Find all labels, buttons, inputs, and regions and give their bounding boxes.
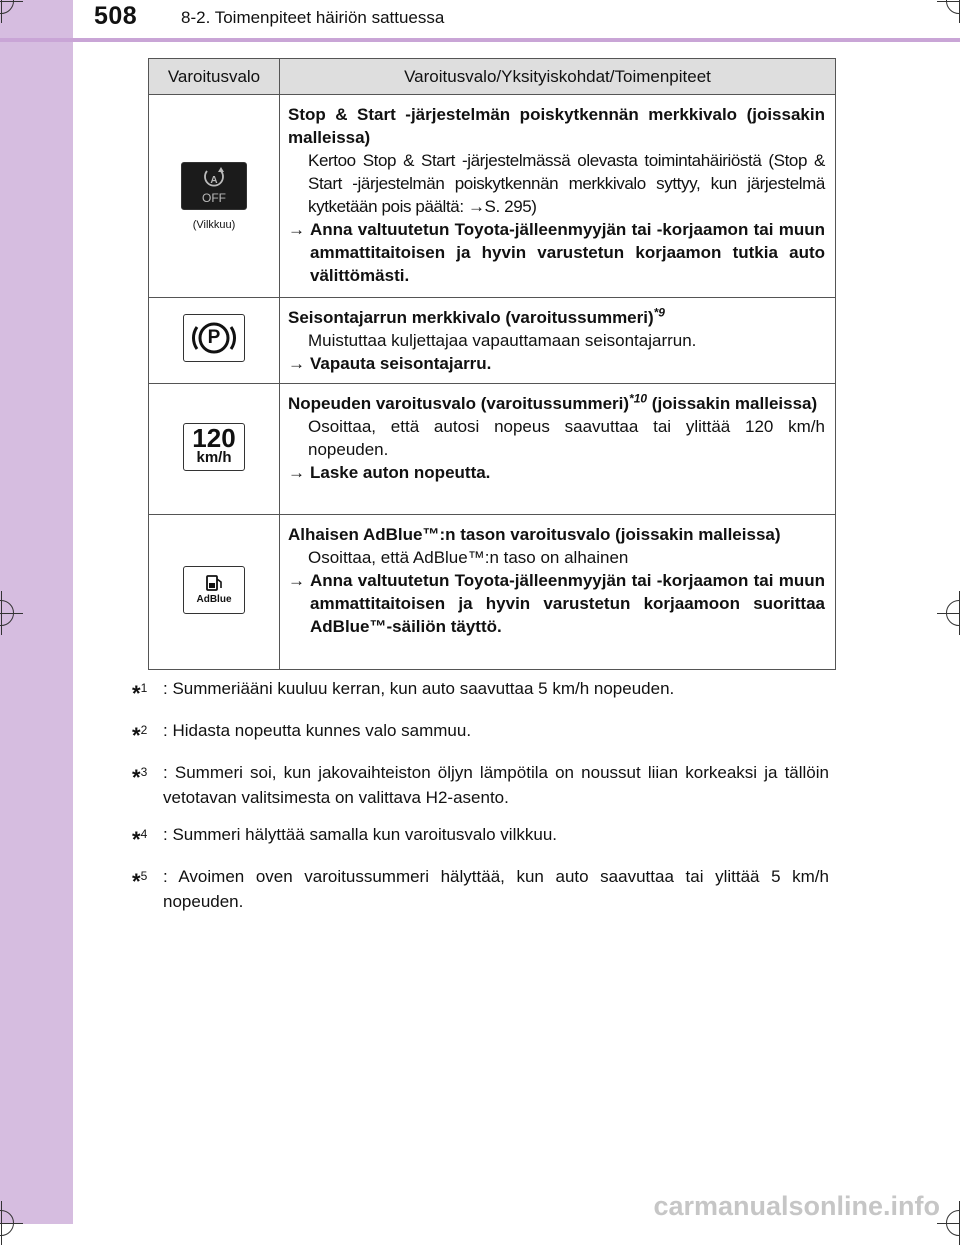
action-text: Anna valtuutetun Toyota-jälleenmyyjän tai -korjaamon tai muun ammattitaitoisen ja hyvin varustetun korjaamon tutkia auto välittömästi. xyxy=(310,220,825,285)
table-row xyxy=(149,515,836,670)
warning-title: Stop & Start -järjestelmän poiskytkennän merkkivalo (joissakin malleissa) xyxy=(288,105,825,147)
warning-description: Kertoo Stop & Start -järjestelmässä olevasta toimintahäiriöstä (Stop & Start -järjestelmän poiskytkennän merkkivalo syttyy, kun järjestelmä kytketään pois päältä: →S. 295) xyxy=(308,151,825,216)
arrow-icon: → xyxy=(288,571,305,590)
footnote-number: 1 xyxy=(140,681,148,695)
footnote-number: 2 xyxy=(140,723,148,737)
icon-caption: (Vilkkuu) xyxy=(192,218,236,231)
table-row xyxy=(149,384,836,515)
footnote-marker xyxy=(132,760,163,810)
warning-description: Muistuttaa kuljettajaa vapauttamaan seisontajarrun. xyxy=(308,331,697,350)
footnote-text: : Hidasta nopeutta kunnes valo sammuu. xyxy=(163,721,472,740)
warning-description: Osoittaa, että autosi nopeus saavuttaa tai ylittää 120 km/h nopeuden. xyxy=(308,417,825,459)
asterisk: * xyxy=(132,827,141,852)
svg-text:A: A xyxy=(210,174,218,186)
asterisk: * xyxy=(132,681,141,706)
warning-title xyxy=(288,392,825,415)
table-row xyxy=(149,95,836,298)
footnote-marker xyxy=(132,822,163,852)
crop-mark-icon xyxy=(946,1210,960,1236)
title-text: Seisontajarrun merkkivalo (varoitussummeri) xyxy=(288,308,654,327)
icon-cell xyxy=(149,298,280,384)
parking-brake-icon xyxy=(183,314,245,362)
footnote-item xyxy=(132,676,829,706)
header-rule xyxy=(0,38,960,42)
footnote-marker xyxy=(132,718,163,748)
footnote-text: : Avoimen oven varoitussummeri hälyttää, kun auto saavuttaa tai ylittää 5 km/h nopeuden. xyxy=(163,867,829,911)
watermark: carmanualsonline.info xyxy=(653,1191,940,1221)
footnote-ref: *10 xyxy=(629,391,648,406)
footnote-number: 4 xyxy=(140,827,148,841)
footnote-ref: *9 xyxy=(653,305,665,320)
title-text: Nopeuden varoitusvalo (varoitussummeri) xyxy=(288,394,630,413)
arrow-icon: → xyxy=(288,354,305,373)
footnotes xyxy=(132,676,829,926)
parking-brake-letter: P xyxy=(207,327,221,348)
title-suffix: (joissakin malleissa) xyxy=(647,394,818,413)
footnote-number: 3 xyxy=(140,765,148,779)
footnote-item xyxy=(132,760,829,810)
arrow-icon: → xyxy=(288,220,305,239)
detail-cell xyxy=(280,95,836,298)
action-text: Anna valtuutetun Toyota-jälleenmyyjän tai -korjaamon tai muun ammattitaitoisen ja hyvin varustetun korjaamoon suorittaa AdBlue™-säiliön täyttö. xyxy=(310,571,825,636)
speed-warning-icon xyxy=(183,423,245,471)
detail-cell xyxy=(280,384,836,515)
icon-cell xyxy=(149,515,280,670)
warning-title: Alhaisen AdBlue™:n tason varoitusvalo (joissakin malleissa) xyxy=(288,525,781,544)
arrow-icon: → xyxy=(288,463,305,482)
section-title: 8-2. Toimenpiteet häiriön sattuessa xyxy=(181,8,445,27)
col-header-warning-light: Varoitusvalo xyxy=(149,59,280,95)
warning-description: Osoittaa, että AdBlue™:n taso on alhainen xyxy=(308,548,629,567)
footnote-text: : Summeri hälyttää samalla kun varoitusvalo vilkkuu. xyxy=(163,825,557,844)
asterisk: * xyxy=(132,869,141,894)
detail-cell xyxy=(280,515,836,670)
page-number: 508 xyxy=(94,2,138,30)
detail-cell xyxy=(280,298,836,384)
stop-start-off-label: OFF xyxy=(202,190,226,205)
footnote-item xyxy=(132,864,829,914)
warning-action xyxy=(288,218,825,287)
speed-unit: km/h xyxy=(196,448,232,466)
footnote-item xyxy=(132,718,829,748)
footnote-item xyxy=(132,822,829,852)
warning-action xyxy=(288,352,825,375)
footnote-marker xyxy=(132,864,163,914)
warning-light-table xyxy=(148,58,836,670)
table-header-row xyxy=(149,59,836,95)
footnote-marker xyxy=(132,676,163,706)
warning-action xyxy=(288,569,825,638)
asterisk: * xyxy=(132,765,141,790)
col-header-details: Varoitusvalo/Yksityiskohdat/Toimenpiteet xyxy=(280,59,836,95)
action-text: Vapauta seisontajarru. xyxy=(310,354,492,373)
adblue-low-icon xyxy=(183,566,245,614)
warning-title xyxy=(288,306,825,329)
icon-cell xyxy=(149,95,280,298)
icon-cell xyxy=(149,384,280,515)
crop-mark-icon xyxy=(946,0,960,14)
adblue-label: AdBlue xyxy=(196,593,232,605)
footnote-text: : Summeriääni kuuluu kerran, kun auto saavuttaa 5 km/h nopeuden. xyxy=(163,679,675,698)
table-row xyxy=(149,298,836,384)
crop-mark-icon xyxy=(946,600,960,626)
speed-value: 120 xyxy=(192,422,236,453)
warning-action xyxy=(288,461,825,484)
asterisk: * xyxy=(132,723,141,748)
stop-start-off-icon xyxy=(181,162,247,210)
action-text: Laske auton nopeutta. xyxy=(310,463,491,482)
footnote-number: 5 xyxy=(140,869,148,883)
footnote-text: : Summeri soi, kun jakovaihteiston öljyn lämpötila on noussut liian korkeaksi ja tällöin vetotavan valitsimesta on valittava H2-asento. xyxy=(163,763,829,807)
